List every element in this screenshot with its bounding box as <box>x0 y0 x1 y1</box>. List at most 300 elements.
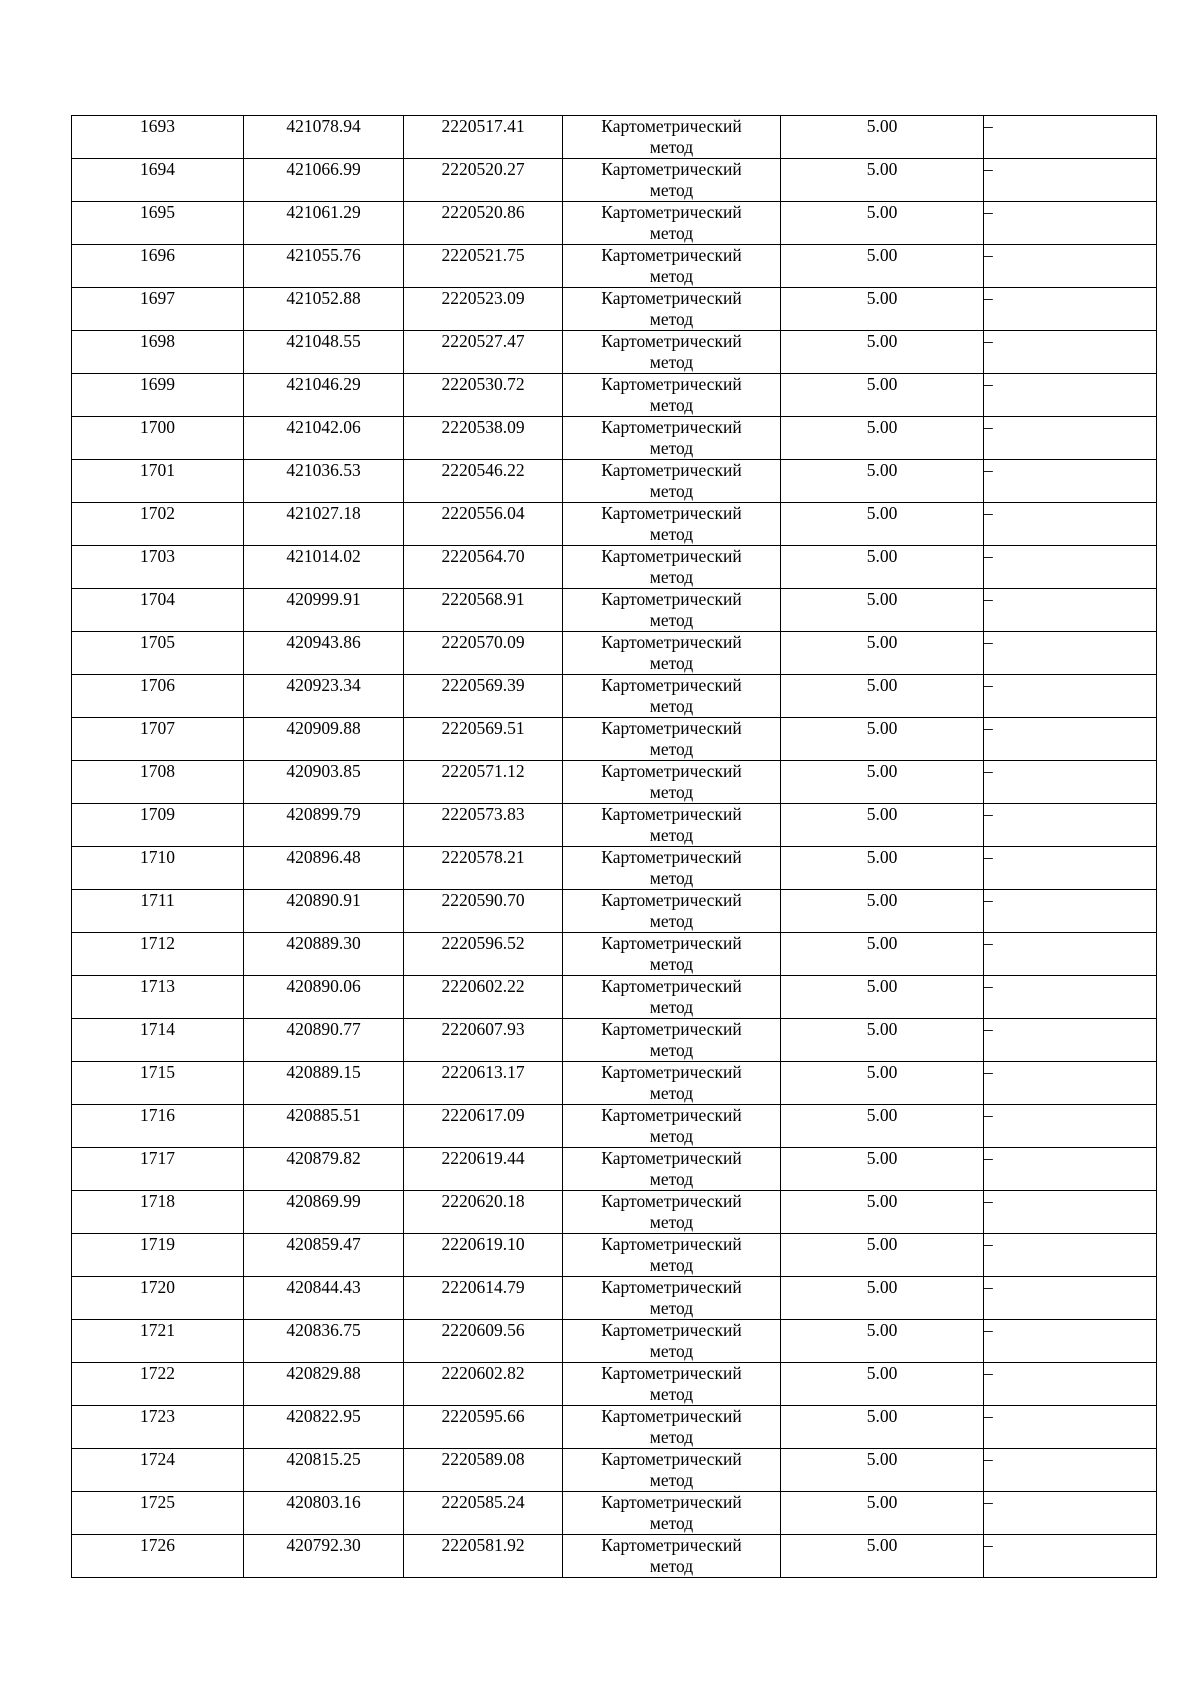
method-line-1: Картометрический <box>601 1019 742 1039</box>
note-cell: – <box>984 331 1157 374</box>
point-number-cell: 1714 <box>72 1019 244 1062</box>
x-coordinate-cell: 421055.76 <box>244 245 404 288</box>
x-coordinate-cell: 421061.29 <box>244 202 404 245</box>
method-line-1: Картометрический <box>601 761 742 781</box>
point-number-cell: 1703 <box>72 546 244 589</box>
point-number-cell: 1702 <box>72 503 244 546</box>
y-coordinate-cell: 2220595.66 <box>404 1406 563 1449</box>
point-number-cell: 1708 <box>72 761 244 804</box>
point-number-cell: 1707 <box>72 718 244 761</box>
method-line-1: Картометрический <box>601 1406 742 1426</box>
y-coordinate-cell: 2220556.04 <box>404 503 563 546</box>
x-coordinate-cell: 420889.15 <box>244 1062 404 1105</box>
method-line-2: метод <box>649 1384 694 1404</box>
accuracy-cell: 5.00 <box>781 589 984 632</box>
method-line-1: Картометрический <box>601 804 742 824</box>
y-coordinate-cell: 2220568.91 <box>404 589 563 632</box>
table-row <box>72 417 1157 460</box>
method-cell <box>563 1234 781 1277</box>
accuracy-cell: 5.00 <box>781 288 984 331</box>
method-line-1: Картометрический <box>601 1363 742 1383</box>
method-cell <box>563 1406 781 1449</box>
method-line-2: метод <box>649 1470 694 1490</box>
x-coordinate-cell: 420879.82 <box>244 1148 404 1191</box>
table-row <box>72 804 1157 847</box>
table-row <box>72 1363 1157 1406</box>
x-coordinate-cell: 420943.86 <box>244 632 404 675</box>
method-cell <box>563 1191 781 1234</box>
accuracy-cell: 5.00 <box>781 761 984 804</box>
accuracy-cell: 5.00 <box>781 1449 984 1492</box>
method-cell <box>563 331 781 374</box>
method-line-1: Картометрический <box>601 1277 742 1297</box>
note-cell: – <box>984 374 1157 417</box>
accuracy-cell: 5.00 <box>781 1320 984 1363</box>
method-line-2: метод <box>649 911 694 931</box>
point-number-cell: 1698 <box>72 331 244 374</box>
accuracy-cell: 5.00 <box>781 503 984 546</box>
method-line-1: Картометрический <box>601 331 742 351</box>
table-row <box>72 718 1157 761</box>
note-cell: – <box>984 1449 1157 1492</box>
method-cell <box>563 761 781 804</box>
accuracy-cell: 5.00 <box>781 331 984 374</box>
method-line-2: метод <box>649 696 694 716</box>
method-line-2: метод <box>649 868 694 888</box>
note-cell: – <box>984 245 1157 288</box>
accuracy-cell: 5.00 <box>781 374 984 417</box>
y-coordinate-cell: 2220530.72 <box>404 374 563 417</box>
method-cell <box>563 288 781 331</box>
table-row <box>72 460 1157 503</box>
x-coordinate-cell: 420890.91 <box>244 890 404 933</box>
method-line-1: Картометрический <box>601 890 742 910</box>
x-coordinate-cell: 420803.16 <box>244 1492 404 1535</box>
method-line-1: Картометрический <box>601 159 742 179</box>
method-cell <box>563 1320 781 1363</box>
accuracy-cell: 5.00 <box>781 1406 984 1449</box>
note-cell: – <box>984 1019 1157 1062</box>
point-number-cell: 1705 <box>72 632 244 675</box>
method-cell <box>563 503 781 546</box>
note-cell: – <box>984 1105 1157 1148</box>
note-cell: – <box>984 1062 1157 1105</box>
point-number-cell: 1713 <box>72 976 244 1019</box>
x-coordinate-cell: 420896.48 <box>244 847 404 890</box>
point-number-cell: 1706 <box>72 675 244 718</box>
y-coordinate-cell: 2220602.82 <box>404 1363 563 1406</box>
method-line-2: метод <box>649 1169 694 1189</box>
x-coordinate-cell: 420859.47 <box>244 1234 404 1277</box>
y-coordinate-cell: 2220609.56 <box>404 1320 563 1363</box>
x-coordinate-cell: 420829.88 <box>244 1363 404 1406</box>
accuracy-cell: 5.00 <box>781 933 984 976</box>
table-row <box>72 1535 1157 1578</box>
table-row <box>72 503 1157 546</box>
x-coordinate-cell: 420899.79 <box>244 804 404 847</box>
table-row <box>72 976 1157 1019</box>
method-line-1: Картометрический <box>601 847 742 867</box>
method-line-2: метод <box>649 180 694 200</box>
method-line-2: метод <box>649 1255 694 1275</box>
note-cell: – <box>984 1277 1157 1320</box>
table-row <box>72 890 1157 933</box>
method-line-1: Картометрический <box>601 1492 742 1512</box>
point-number-cell: 1719 <box>72 1234 244 1277</box>
method-line-2: метод <box>649 524 694 544</box>
method-cell <box>563 847 781 890</box>
point-number-cell: 1712 <box>72 933 244 976</box>
method-cell <box>563 1019 781 1062</box>
accuracy-cell: 5.00 <box>781 460 984 503</box>
x-coordinate-cell: 420999.91 <box>244 589 404 632</box>
method-line-1: Картометрический <box>601 460 742 480</box>
method-cell <box>563 1062 781 1105</box>
method-cell <box>563 933 781 976</box>
y-coordinate-cell: 2220520.86 <box>404 202 563 245</box>
y-coordinate-cell: 2220571.12 <box>404 761 563 804</box>
method-cell <box>563 245 781 288</box>
note-cell: – <box>984 202 1157 245</box>
method-line-2: метод <box>649 309 694 329</box>
y-coordinate-cell: 2220590.70 <box>404 890 563 933</box>
method-line-2: метод <box>649 1427 694 1447</box>
method-line-1: Картометрический <box>601 546 742 566</box>
accuracy-cell: 5.00 <box>781 417 984 460</box>
x-coordinate-cell: 421027.18 <box>244 503 404 546</box>
method-line-2: метод <box>649 1040 694 1060</box>
point-number-cell: 1699 <box>72 374 244 417</box>
point-number-cell: 1724 <box>72 1449 244 1492</box>
note-cell: – <box>984 1363 1157 1406</box>
point-number-cell: 1693 <box>72 116 244 159</box>
coordinates-table-body <box>72 116 1157 1578</box>
point-number-cell: 1721 <box>72 1320 244 1363</box>
method-line-2: метод <box>649 1126 694 1146</box>
method-line-2: метод <box>649 1556 694 1576</box>
y-coordinate-cell: 2220578.21 <box>404 847 563 890</box>
method-cell <box>563 1105 781 1148</box>
table-row <box>72 1019 1157 1062</box>
method-cell <box>563 589 781 632</box>
method-line-1: Картометрический <box>601 675 742 695</box>
note-cell: – <box>984 1148 1157 1191</box>
x-coordinate-cell: 421066.99 <box>244 159 404 202</box>
point-number-cell: 1726 <box>72 1535 244 1578</box>
x-coordinate-cell: 420889.30 <box>244 933 404 976</box>
point-number-cell: 1720 <box>72 1277 244 1320</box>
method-cell <box>563 116 781 159</box>
method-line-2: метод <box>649 438 694 458</box>
table-row <box>72 589 1157 632</box>
accuracy-cell: 5.00 <box>781 1363 984 1406</box>
method-cell <box>563 202 781 245</box>
accuracy-cell: 5.00 <box>781 847 984 890</box>
y-coordinate-cell: 2220546.22 <box>404 460 563 503</box>
method-line-2: метод <box>649 997 694 1017</box>
method-cell <box>563 546 781 589</box>
method-line-1: Картометрический <box>601 202 742 222</box>
note-cell: – <box>984 675 1157 718</box>
method-line-2: метод <box>649 739 694 759</box>
table-row <box>72 1105 1157 1148</box>
point-number-cell: 1716 <box>72 1105 244 1148</box>
y-coordinate-cell: 2220607.93 <box>404 1019 563 1062</box>
method-line-2: метод <box>649 352 694 372</box>
table-row <box>72 1234 1157 1277</box>
table-row <box>72 546 1157 589</box>
accuracy-cell: 5.00 <box>781 1535 984 1578</box>
method-cell <box>563 675 781 718</box>
method-line-2: метод <box>649 1083 694 1103</box>
x-coordinate-cell: 421048.55 <box>244 331 404 374</box>
accuracy-cell: 5.00 <box>781 1019 984 1062</box>
coordinates-table <box>71 115 1157 1578</box>
accuracy-cell: 5.00 <box>781 1191 984 1234</box>
method-cell <box>563 718 781 761</box>
x-coordinate-cell: 420836.75 <box>244 1320 404 1363</box>
y-coordinate-cell: 2220569.51 <box>404 718 563 761</box>
y-coordinate-cell: 2220617.09 <box>404 1105 563 1148</box>
point-number-cell: 1715 <box>72 1062 244 1105</box>
method-line-1: Картометрический <box>601 632 742 652</box>
method-cell <box>563 890 781 933</box>
method-cell <box>563 1363 781 1406</box>
table-row <box>72 1492 1157 1535</box>
point-number-cell: 1704 <box>72 589 244 632</box>
accuracy-cell: 5.00 <box>781 1148 984 1191</box>
method-cell <box>563 632 781 675</box>
table-row <box>72 1320 1157 1363</box>
x-coordinate-cell: 421078.94 <box>244 116 404 159</box>
point-number-cell: 1717 <box>72 1148 244 1191</box>
note-cell: – <box>984 847 1157 890</box>
method-line-2: метод <box>649 223 694 243</box>
note-cell: – <box>984 632 1157 675</box>
method-line-2: метод <box>649 1513 694 1533</box>
accuracy-cell: 5.00 <box>781 976 984 1019</box>
point-number-cell: 1718 <box>72 1191 244 1234</box>
x-coordinate-cell: 421042.06 <box>244 417 404 460</box>
x-coordinate-cell: 420792.30 <box>244 1535 404 1578</box>
y-coordinate-cell: 2220569.39 <box>404 675 563 718</box>
table-row <box>72 331 1157 374</box>
method-line-2: метод <box>649 1341 694 1361</box>
note-cell: – <box>984 503 1157 546</box>
method-cell <box>563 460 781 503</box>
table-row <box>72 847 1157 890</box>
note-cell: – <box>984 761 1157 804</box>
method-line-1: Картометрический <box>601 1535 742 1555</box>
method-line-1: Картометрический <box>601 1320 742 1340</box>
method-line-2: метод <box>649 395 694 415</box>
method-line-1: Картометрический <box>601 288 742 308</box>
x-coordinate-cell: 420844.43 <box>244 1277 404 1320</box>
accuracy-cell: 5.00 <box>781 632 984 675</box>
method-line-2: метод <box>649 137 694 157</box>
table-row <box>72 159 1157 202</box>
note-cell: – <box>984 116 1157 159</box>
note-cell: – <box>984 1406 1157 1449</box>
note-cell: – <box>984 890 1157 933</box>
point-number-cell: 1725 <box>72 1492 244 1535</box>
table-row <box>72 245 1157 288</box>
method-line-1: Картометрический <box>601 976 742 996</box>
y-coordinate-cell: 2220573.83 <box>404 804 563 847</box>
method-line-2: метод <box>649 825 694 845</box>
method-line-1: Картометрический <box>601 933 742 953</box>
x-coordinate-cell: 421014.02 <box>244 546 404 589</box>
table-row <box>72 1277 1157 1320</box>
accuracy-cell: 5.00 <box>781 1277 984 1320</box>
method-cell <box>563 374 781 417</box>
method-line-2: метод <box>649 954 694 974</box>
table-row <box>72 1449 1157 1492</box>
method-cell <box>563 1148 781 1191</box>
note-cell: – <box>984 933 1157 976</box>
accuracy-cell: 5.00 <box>781 1492 984 1535</box>
y-coordinate-cell: 2220602.22 <box>404 976 563 1019</box>
accuracy-cell: 5.00 <box>781 1062 984 1105</box>
method-line-2: метод <box>649 1212 694 1232</box>
method-cell <box>563 1449 781 1492</box>
method-line-2: метод <box>649 1298 694 1318</box>
table-row <box>72 288 1157 331</box>
note-cell: – <box>984 1191 1157 1234</box>
method-cell <box>563 804 781 847</box>
accuracy-cell: 5.00 <box>781 202 984 245</box>
method-line-1: Картометрический <box>601 718 742 738</box>
note-cell: – <box>984 718 1157 761</box>
y-coordinate-cell: 2220581.92 <box>404 1535 563 1578</box>
table-row <box>72 933 1157 976</box>
method-line-1: Картометрический <box>601 1449 742 1469</box>
accuracy-cell: 5.00 <box>781 116 984 159</box>
accuracy-cell: 5.00 <box>781 718 984 761</box>
y-coordinate-cell: 2220517.41 <box>404 116 563 159</box>
y-coordinate-cell: 2220570.09 <box>404 632 563 675</box>
y-coordinate-cell: 2220521.75 <box>404 245 563 288</box>
x-coordinate-cell: 420885.51 <box>244 1105 404 1148</box>
x-coordinate-cell: 421052.88 <box>244 288 404 331</box>
accuracy-cell: 5.00 <box>781 804 984 847</box>
table-row <box>72 202 1157 245</box>
y-coordinate-cell: 2220619.10 <box>404 1234 563 1277</box>
method-line-2: метод <box>649 782 694 802</box>
method-line-2: метод <box>649 481 694 501</box>
y-coordinate-cell: 2220520.27 <box>404 159 563 202</box>
method-cell <box>563 1277 781 1320</box>
accuracy-cell: 5.00 <box>781 245 984 288</box>
table-row <box>72 1062 1157 1105</box>
y-coordinate-cell: 2220614.79 <box>404 1277 563 1320</box>
x-coordinate-cell: 420909.88 <box>244 718 404 761</box>
method-line-1: Картометрический <box>601 1191 742 1211</box>
x-coordinate-cell: 421046.29 <box>244 374 404 417</box>
x-coordinate-cell: 420890.77 <box>244 1019 404 1062</box>
method-line-1: Картометрический <box>601 374 742 394</box>
y-coordinate-cell: 2220523.09 <box>404 288 563 331</box>
method-line-2: метод <box>649 567 694 587</box>
note-cell: – <box>984 1234 1157 1277</box>
table-row <box>72 1406 1157 1449</box>
x-coordinate-cell: 420923.34 <box>244 675 404 718</box>
method-line-2: метод <box>649 266 694 286</box>
point-number-cell: 1710 <box>72 847 244 890</box>
note-cell: – <box>984 288 1157 331</box>
point-number-cell: 1696 <box>72 245 244 288</box>
point-number-cell: 1700 <box>72 417 244 460</box>
y-coordinate-cell: 2220585.24 <box>404 1492 563 1535</box>
x-coordinate-cell: 420903.85 <box>244 761 404 804</box>
accuracy-cell: 5.00 <box>781 1105 984 1148</box>
y-coordinate-cell: 2220564.70 <box>404 546 563 589</box>
note-cell: – <box>984 589 1157 632</box>
method-line-1: Картометрический <box>601 589 742 609</box>
method-line-2: метод <box>649 653 694 673</box>
method-cell <box>563 1492 781 1535</box>
note-cell: – <box>984 1535 1157 1578</box>
x-coordinate-cell: 421036.53 <box>244 460 404 503</box>
point-number-cell: 1694 <box>72 159 244 202</box>
accuracy-cell: 5.00 <box>781 546 984 589</box>
point-number-cell: 1697 <box>72 288 244 331</box>
point-number-cell: 1701 <box>72 460 244 503</box>
point-number-cell: 1723 <box>72 1406 244 1449</box>
table-row <box>72 632 1157 675</box>
note-cell: – <box>984 1320 1157 1363</box>
table-row <box>72 761 1157 804</box>
point-number-cell: 1722 <box>72 1363 244 1406</box>
point-number-cell: 1711 <box>72 890 244 933</box>
accuracy-cell: 5.00 <box>781 675 984 718</box>
y-coordinate-cell: 2220619.44 <box>404 1148 563 1191</box>
table-row <box>72 675 1157 718</box>
method-cell <box>563 1535 781 1578</box>
y-coordinate-cell: 2220589.08 <box>404 1449 563 1492</box>
method-line-1: Картометрический <box>601 503 742 523</box>
x-coordinate-cell: 420822.95 <box>244 1406 404 1449</box>
table-row <box>72 374 1157 417</box>
note-cell: – <box>984 159 1157 202</box>
accuracy-cell: 5.00 <box>781 159 984 202</box>
method-line-1: Картометрический <box>601 1105 742 1125</box>
method-cell <box>563 159 781 202</box>
note-cell: – <box>984 460 1157 503</box>
table-row <box>72 1148 1157 1191</box>
method-cell <box>563 417 781 460</box>
x-coordinate-cell: 420890.06 <box>244 976 404 1019</box>
note-cell: – <box>984 976 1157 1019</box>
method-line-1: Картометрический <box>601 1148 742 1168</box>
method-line-1: Картометрический <box>601 1234 742 1254</box>
method-line-2: метод <box>649 610 694 630</box>
accuracy-cell: 5.00 <box>781 890 984 933</box>
y-coordinate-cell: 2220527.47 <box>404 331 563 374</box>
x-coordinate-cell: 420869.99 <box>244 1191 404 1234</box>
x-coordinate-cell: 420815.25 <box>244 1449 404 1492</box>
method-line-1: Картометрический <box>601 417 742 437</box>
note-cell: – <box>984 804 1157 847</box>
y-coordinate-cell: 2220596.52 <box>404 933 563 976</box>
note-cell: – <box>984 417 1157 460</box>
method-line-1: Картометрический <box>601 1062 742 1082</box>
point-number-cell: 1695 <box>72 202 244 245</box>
method-line-1: Картометрический <box>601 116 742 136</box>
table-row <box>72 1191 1157 1234</box>
method-line-1: Картометрический <box>601 245 742 265</box>
table-row <box>72 116 1157 159</box>
